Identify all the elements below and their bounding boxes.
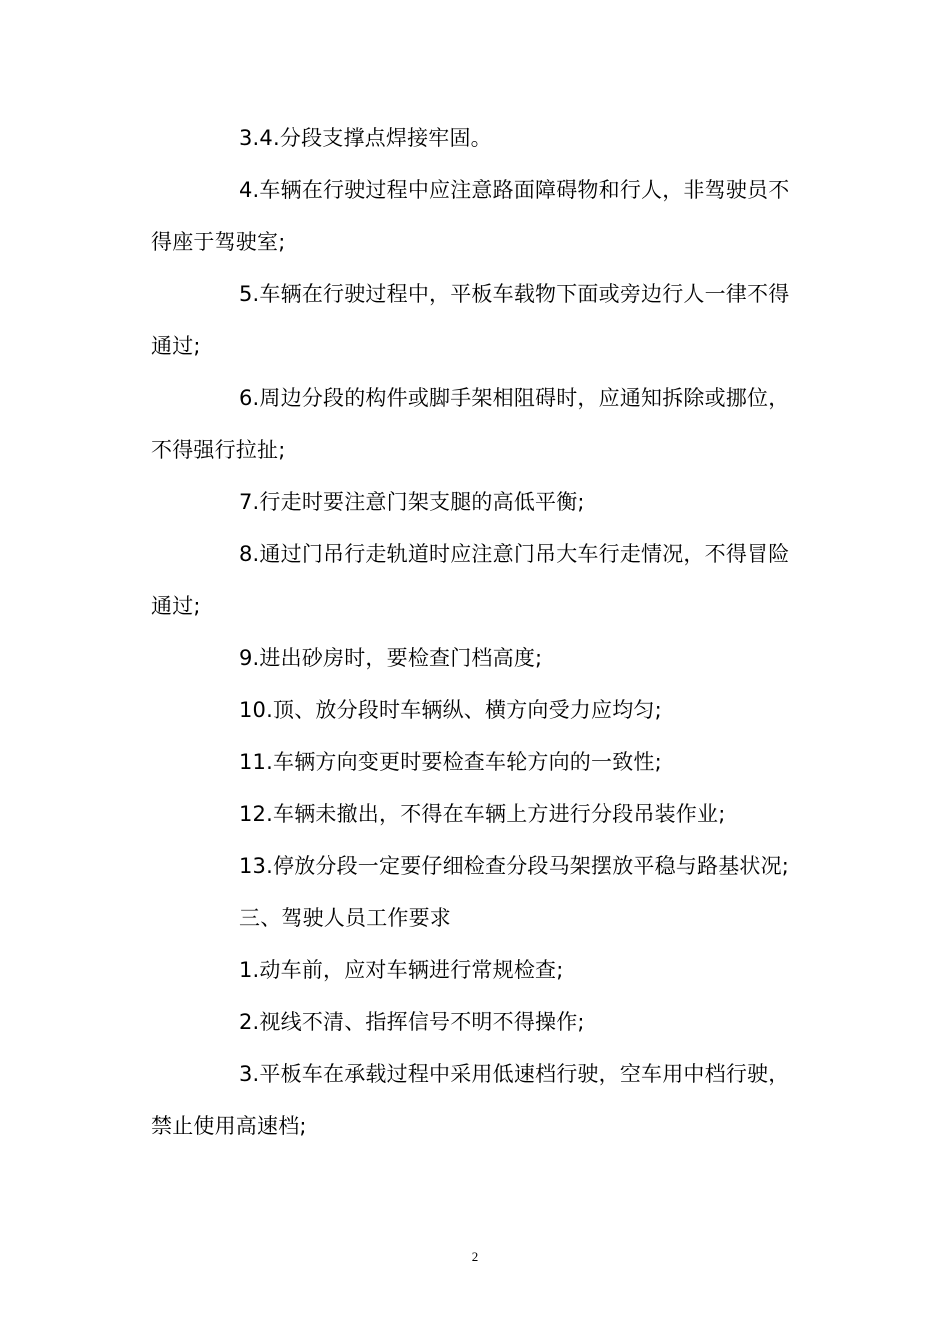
paragraph-item-6: 6.周边分段的构件或脚手架相阻碍时，应通知拆除或挪位，不得强行拉扯; — [151, 386, 790, 462]
paragraph-item-11: 11.车辆方向变更时要检查车轮方向的一致性; — [239, 750, 662, 774]
paragraph-item-5: 5.车辆在行驶过程中，平板车载物下面或旁边行人一律不得通过; — [151, 282, 790, 358]
paragraph-item-10: 10.顶、放分段时车辆纵、横方向受力应均匀; — [239, 698, 662, 722]
paragraph-item-13: 13.停放分段一定要仔细检查分段马架摆放平稳与路基状况; — [239, 854, 790, 878]
paragraph-item-12: 12.车辆未撤出，不得在车辆上方进行分段吊装作业; — [239, 802, 726, 826]
paragraph-driver-item-1: 1.动车前，应对车辆进行常规检查; — [239, 958, 564, 982]
section-heading-driver-requirements: 三、驾驶人员工作要求 — [239, 906, 451, 930]
paragraph-3-4: 3.4.分段支撑点焊接牢固。 — [239, 126, 492, 150]
paragraph-driver-item-2: 2.视线不清、指挥信号不明不得操作; — [239, 1010, 585, 1034]
paragraph-item-7: 7.行走时要注意门架支腿的高低平衡; — [239, 490, 585, 514]
paragraph-item-8: 8.通过门吊行走轨道时应注意门吊大车行走情况，不得冒险通过; — [151, 542, 790, 618]
page-number: 2 — [471, 1249, 479, 1264]
paragraph-item-9: 9.进出砂房时，要检查门档高度; — [239, 646, 543, 670]
document-body — [151, 112, 801, 1152]
paragraph-item-4: 4.车辆在行驶过程中应注意路面障碍物和行人，非驾驶员不得座于驾驶室; — [151, 178, 790, 254]
paragraph-driver-item-3: 3.平板车在承载过程中采用低速档行驶，空车用中档行驶，禁止使用高速档; — [151, 1062, 790, 1138]
